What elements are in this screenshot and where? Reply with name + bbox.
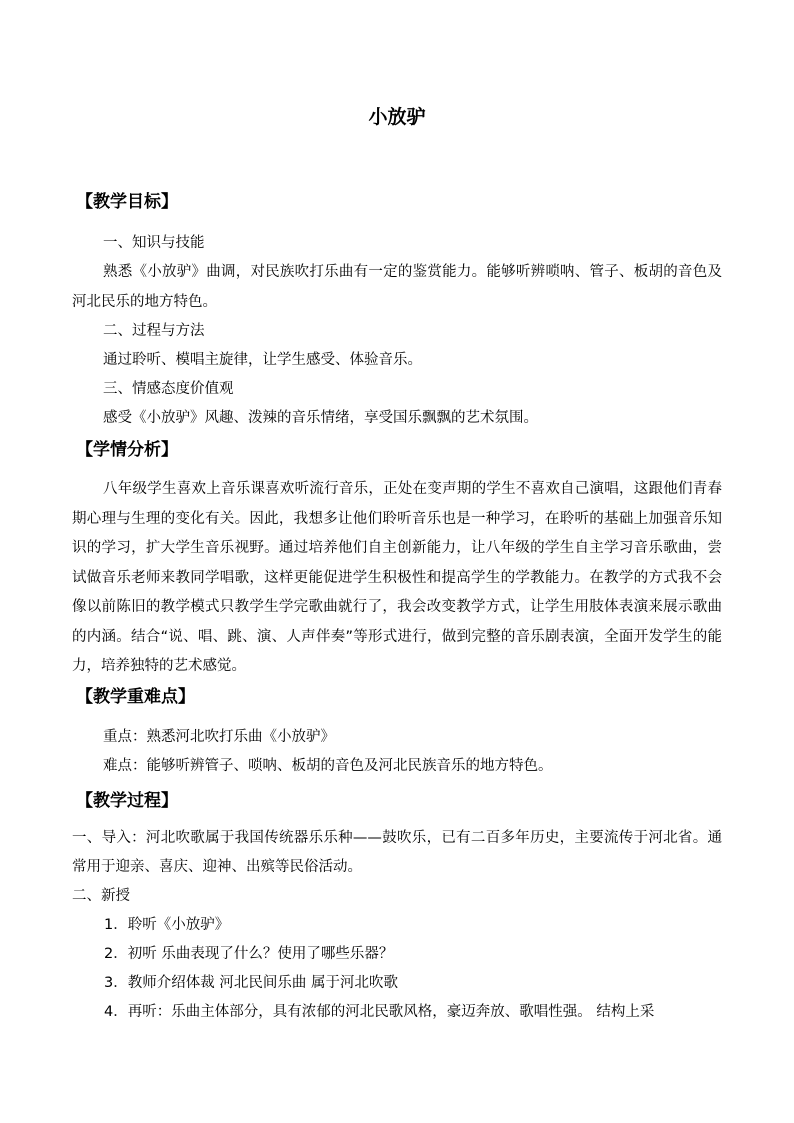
focus-point: 重点：熟悉河北吹打乐曲《小放驴》 — [103, 729, 335, 745]
process-section — [72, 788, 722, 814]
objectives-section — [72, 189, 722, 215]
objective-subtitle: 一、知识与技能 — [103, 235, 205, 251]
process-heading: 【教学过程】 — [76, 791, 178, 811]
analysis-text: 八年级学生喜欢上音乐课喜欢听流行音乐，正处在变声期的学生不喜欢自己演唱，这跟他们青春期心理与生理的变化有关。因此，我想多让他们聆听音乐也是一种学习，在聆听的基础上加强音乐知识的学习，扩大学生音乐视野。通过培养他们自主创新能力，让八年级的学生自主学习音乐歌曲，尝试做音乐老师来教同学唱歌，这样更能促进学生积极性和提高学生的学教能力。在教学的方式我不会像以前陈旧的教学模式只教学生学完歌曲就行了，我会改变教学方式，让学生用肢体表演来展示歌曲的内涵。结合“说、唱、跳、演、人声伴奏”等形式进行，做到完整的音乐剧表演，全面开发学生的能力，培养独特的艺术感觉。 — [72, 481, 722, 674]
process-new-lesson: 二、新授 — [72, 888, 130, 904]
difficulty-point: 难点：能够听辨管子、唢呐、板胡的音色及河北民族音乐的地方特色。 — [103, 758, 553, 774]
process-step: 2．初听 乐曲表现了什么？使用了哪些乐器？ — [104, 946, 394, 962]
analysis-heading: 【学情分析】 — [76, 440, 178, 460]
process-body — [72, 824, 722, 1027]
analysis-section — [72, 437, 722, 463]
analysis-body — [72, 475, 722, 682]
key-points-body — [72, 723, 722, 781]
process-step: 1．聆听《小放驴》 — [104, 917, 230, 933]
objectives-body — [72, 229, 722, 433]
page-title: 小放驴 — [368, 106, 426, 128]
objective-subtitle: 三、情感态度价值观 — [103, 381, 234, 397]
objective-subtitle: 二、过程与方法 — [103, 323, 205, 339]
key-points-section — [72, 684, 722, 710]
key-points-heading: 【教学重难点】 — [76, 687, 195, 707]
process-intro: 一、导入：河北吹歌属于我国传统器乐乐种——鼓吹乐，已有二百多年历史，主要流传于河北省。通常用于迎亲、喜庆、迎神、出殡等民俗活动。 — [72, 830, 722, 875]
process-step: 4．再听：乐曲主体部分，具有浓郁的河北民歌风格，豪迈奔放、歌唱性强。 结构上采 — [104, 1004, 655, 1020]
process-step: 3．教师介绍体裁 河北民间乐曲 属于河北吹歌 — [104, 975, 398, 991]
objective-text: 通过聆听、模唱主旋律，让学生感受、体验音乐。 — [103, 352, 422, 368]
objective-text: 感受《小放驴》风趣、泼辣的音乐情绪，享受国乐飘飘的艺术氛围。 — [103, 410, 538, 426]
objectives-heading: 【教学目标】 — [76, 192, 178, 212]
objective-text: 熟悉《小放驴》曲调，对民族吹打乐曲有一定的鉴赏能力。能够听辨唢呐、管子、板胡的音色及河北民乐的地方特色。 — [72, 264, 722, 310]
